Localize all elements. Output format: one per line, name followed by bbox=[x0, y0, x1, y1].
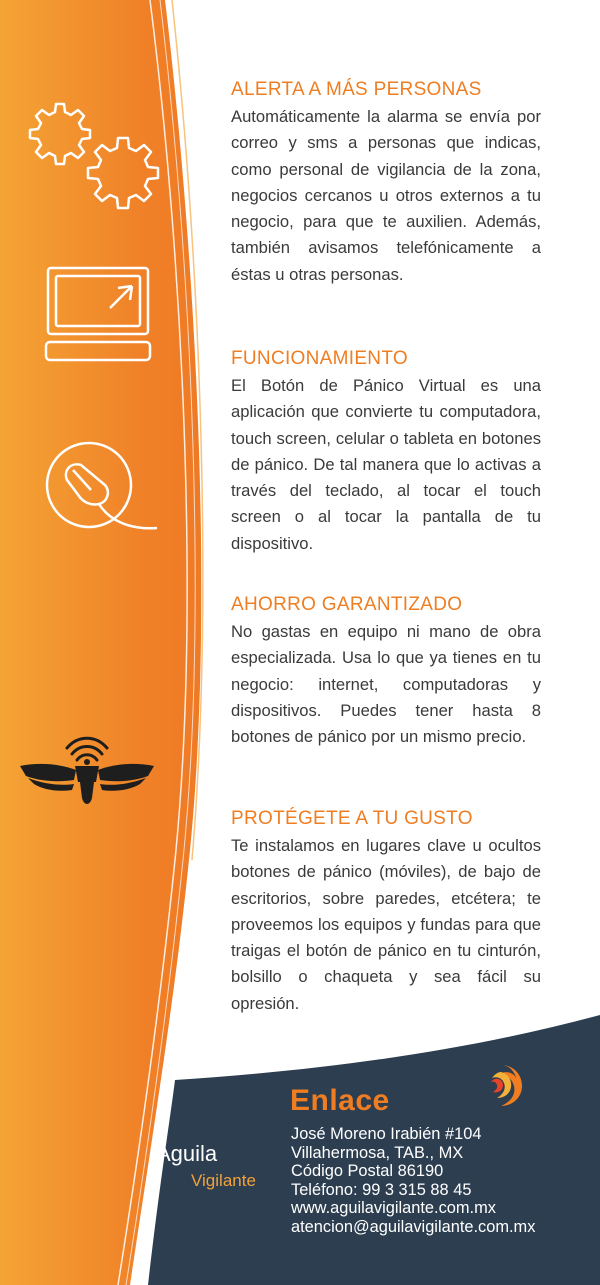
phone[interactable]: Teléfono: 99 3 315 88 45 bbox=[291, 1180, 472, 1199]
gears-icon bbox=[28, 98, 168, 218]
section-title: AHORRO GARANTIZADO bbox=[231, 594, 463, 615]
contact-block bbox=[291, 1125, 535, 1236]
address: José Moreno Irabién #104 bbox=[291, 1125, 482, 1143]
section-body: No gastas en equipo ni mano de obra especializada. Usa lo que ya tienes en tu negocio: internet, computadoras y dispositivos. Puedes tener hasta 8 botones de pánico por un mismo precio. bbox=[231, 622, 541, 747]
eagle-logo-icon bbox=[20, 736, 154, 812]
email-link[interactable]: atencion@aguilavigilante.com.mx bbox=[291, 1217, 536, 1236]
section-body: Automáticamente la alarma se envía por correo y sms a personas que indicas, como personal de vigilancia de la zona, negocios cercanos u otros externos a tu negocio, para que te auxilien. Además, también avisamos telefónicamente a éstas u otras personas. bbox=[231, 107, 541, 284]
section-body: Te instalamos en lugares clave u ocultos botones de pánico (móviles), de bajo de escritorios, sobre paredes, etcétera; te proveemos los equipos y fundas para que traigas el botón de pánico en tu cinturón, bolsillo o chaqueta y sea fácil su opresión. bbox=[231, 836, 541, 1013]
section-title: FUNCIONAMIENTO bbox=[231, 348, 408, 369]
section-alerta bbox=[231, 78, 541, 288]
section-protegete bbox=[231, 807, 541, 1017]
section-ahorro bbox=[231, 593, 541, 750]
enlace-title: Enlace bbox=[290, 1084, 390, 1117]
section-body: El Botón de Pánico Virtual es una aplicación que convierte tu computadora, touch screen, celular o tableta en botones de pánico. De tal manera que lo activas a través del teclado, al tocar el touch screen o al tocar la pantalla de tu dispositivo. bbox=[231, 376, 541, 553]
section-title: PROTÉGETE A TU GUSTO bbox=[231, 808, 473, 829]
section-title: ALERTA A MÁS PERSONAS bbox=[231, 79, 482, 100]
brand-subname: Vigilante bbox=[191, 1171, 256, 1190]
section-funcionamiento bbox=[231, 347, 541, 557]
mouse-icon bbox=[39, 440, 161, 534]
postal-code: Código Postal 86190 bbox=[291, 1162, 444, 1180]
brand-name: Águila bbox=[156, 1141, 218, 1166]
website-link[interactable]: www.aguilavigilante.com.mx bbox=[291, 1199, 496, 1217]
swirl-logo-icon bbox=[478, 1062, 524, 1108]
laptop-icon bbox=[42, 264, 154, 364]
city: Villahermosa, TAB., MX bbox=[291, 1143, 464, 1162]
